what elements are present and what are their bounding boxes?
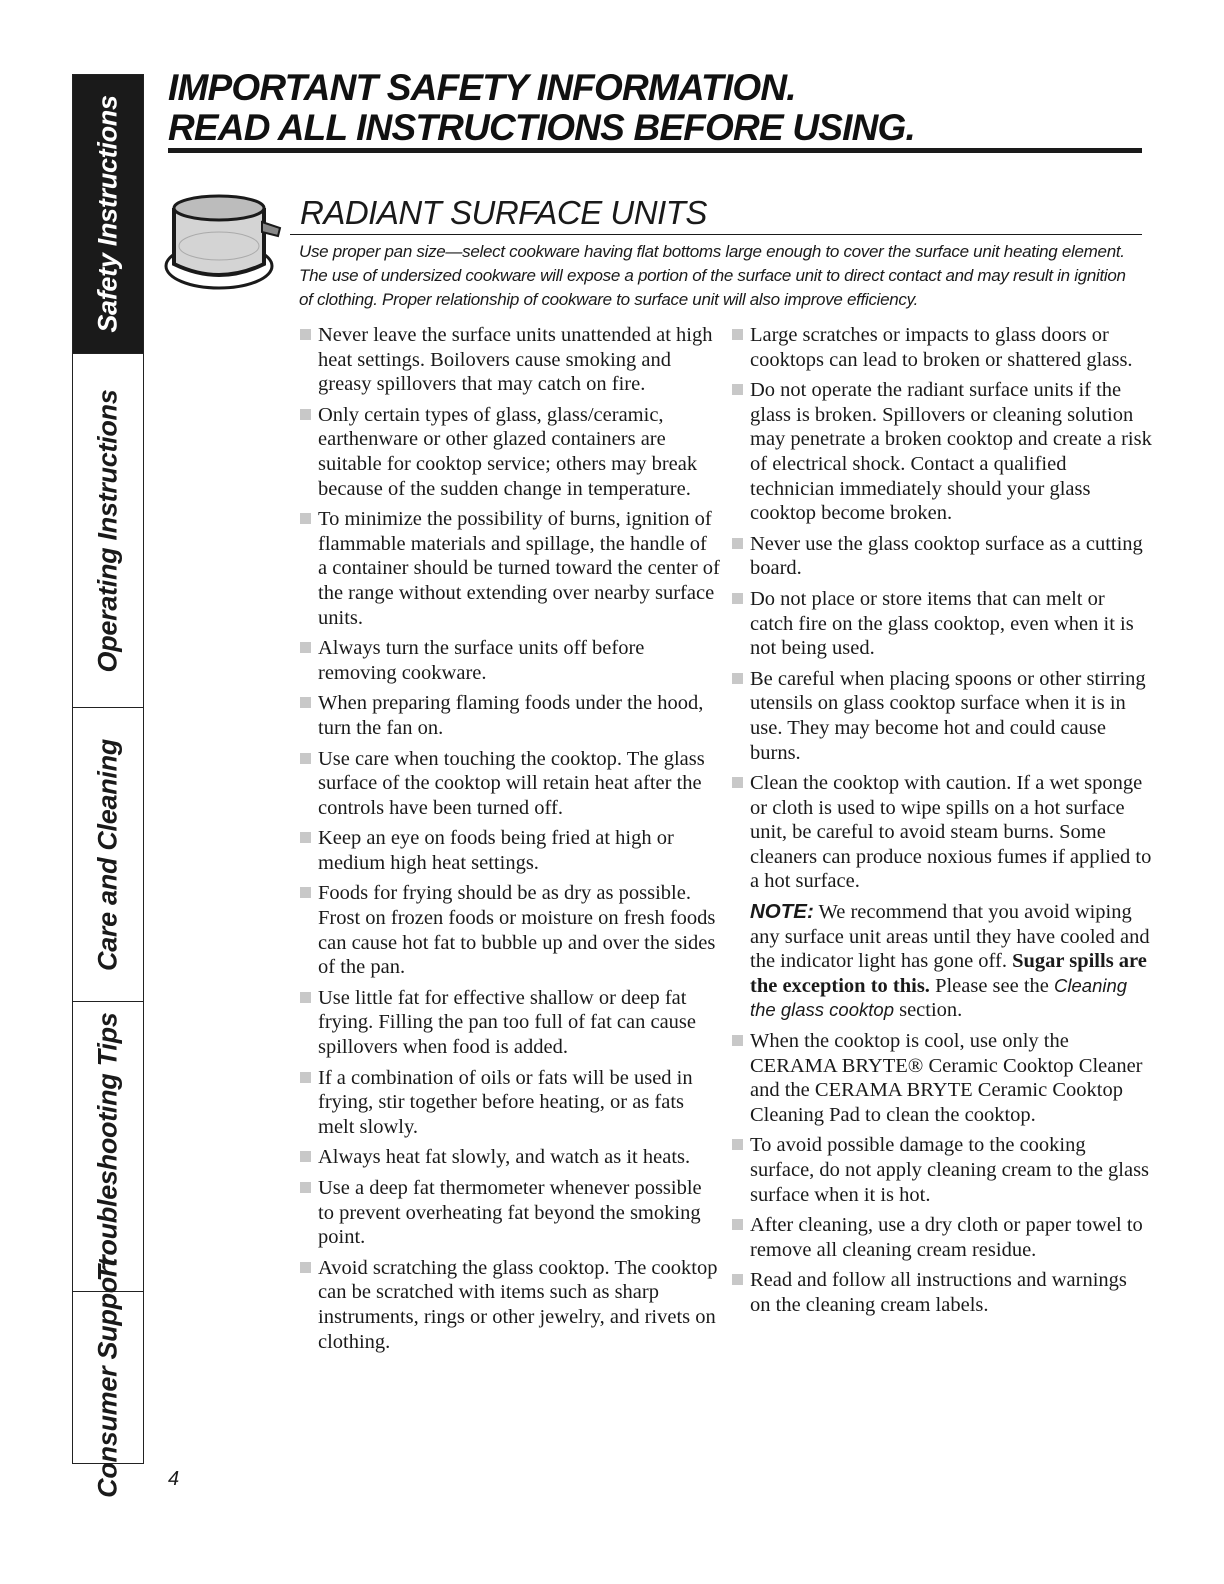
- right-column: [732, 323, 1152, 1324]
- list-item-text: To minimize the possibility of burns, ignition of flammable materials and spillage, the handle of a container should be turned toward the center of the range without extending over nearby surface units.: [318, 508, 720, 629]
- list-item-text: Be careful when placing spoons or other stirring utensils on glass cooktop surface when it is in use. They may become hot and could cause burns.: [750, 667, 1146, 764]
- tab-consumer-support[interactable]: [73, 1257, 143, 1498]
- list-item-text: Never use the glass cooktop surface as a cutting board.: [750, 532, 1143, 580]
- list-item-text: Never leave the surface units unattended at high heat settings. Boilovers cause smoking and greasy spillovers that may catch on fire.: [318, 324, 713, 396]
- list-item-text: After cleaning, use a dry cloth or paper towel to remove all cleaning cream residue.: [750, 1214, 1143, 1261]
- tab-label: Consumer Support: [92, 1257, 123, 1498]
- list-item-text: Do not operate the radiant surface units if the glass is broken. Spillovers or cleaning solution may penetrate a broken cooktop and create a risk of electrical shock. Contact a qualified technician immediately should your glass cooktop become broken.: [750, 379, 1152, 525]
- left-column: [300, 323, 720, 1360]
- list-item: [732, 587, 1152, 661]
- list-item: [300, 1145, 720, 1170]
- side-tab-bar: [72, 74, 144, 1498]
- list-item: [300, 1256, 720, 1354]
- list-item-text: Use care when touching the cooktop. The glass surface of the cooktop will retain heat after the controls have been turned off.: [318, 747, 705, 819]
- bullet-icon: [732, 1274, 743, 1285]
- list-item: [300, 1176, 720, 1250]
- list-item: [300, 826, 720, 875]
- list-item: [300, 1066, 720, 1140]
- list-item-text: Keep an eye on foods being fried at high or medium high heat settings.: [318, 827, 674, 874]
- bullet-icon: [300, 513, 311, 524]
- bullet-icon: [300, 992, 311, 1003]
- bullet-icon: [732, 593, 743, 604]
- bullet-icon: [300, 1182, 311, 1193]
- header-line-2: READ ALL INSTRUCTIONS BEFORE USING.: [168, 107, 915, 148]
- list-item-text: When the cooktop is cool, use only the CERAMA BRYTE® Ceramic Cooktop Cleaner and the CERAMA BRYTE Ceramic Cooktop Cleaning Pad to clean the cooktop.: [750, 1030, 1143, 1126]
- list-item: [732, 667, 1152, 765]
- note-label: NOTE:: [750, 900, 814, 924]
- note-text: section.: [899, 999, 963, 1022]
- list-item: [732, 771, 1152, 894]
- list-item-text: Only certain types of glass, glass/ceramic, earthenware or other glazed containers are suitable for cooktop service; others may break because of the sudden change in temperature.: [318, 403, 698, 500]
- bullet-icon: [732, 384, 743, 395]
- bullet-icon: [732, 538, 743, 549]
- page-header: [168, 68, 1148, 148]
- list-item: [732, 1268, 1152, 1317]
- tab-troubleshooting-tips[interactable]: [73, 1002, 143, 1292]
- tab-safety-instructions[interactable]: [73, 75, 143, 354]
- list-item-text: Use little fat for effective shallow or deep fat frying. Filling the pan too full of fat can cause spillovers when food is added.: [318, 986, 697, 1059]
- section-intro: Use proper pan size—select cookware having flat bottoms large enough to cover the surface unit heating element. The use of undersized cookware will expose a portion of the surface unit to direct contact and may result in ignition of clothing. Proper relationship of cookware to surface unit will also improve efficiency.: [299, 242, 1126, 309]
- tab-label: Operating Instructions: [92, 389, 123, 672]
- list-item-text: Read and follow all instructions and warnings on the cleaning cream labels.: [750, 1269, 1127, 1316]
- bullet-icon: [732, 1219, 743, 1230]
- tab-care-and-cleaning[interactable]: [73, 708, 143, 1002]
- list-item-text: Avoid scratching the glass cooktop. The cooktop can be scratched with items such as sharp instruments, rings or other jewelry, and rivets on clothing.: [318, 1256, 718, 1353]
- bullet-icon: [300, 697, 311, 708]
- note-text: Please see the: [935, 974, 1049, 997]
- tab-label: Care and Cleaning: [92, 738, 123, 971]
- list-item: [300, 323, 720, 397]
- bullet-icon: [732, 1139, 743, 1150]
- list-item-text: Foods for frying should be as dry as possible. Frost on frozen foods or moisture on fresh foods can cause hot fat to bubble up and over the sides of the pan.: [318, 882, 716, 979]
- bullet-icon: [300, 887, 311, 898]
- bullet-icon: [300, 329, 311, 340]
- bullet-icon: [732, 1035, 743, 1046]
- bullet-icon: [300, 1072, 311, 1083]
- list-item-text: To avoid possible damage to the cooking surface, do not apply cleaning cream to the glass surface when it is hot.: [750, 1134, 1150, 1206]
- list-item: [732, 1029, 1152, 1127]
- header-line-1: IMPORTANT SAFETY INFORMATION.: [168, 67, 796, 108]
- list-item: [732, 1213, 1152, 1262]
- list-item-text: Do not place or store items that can melt or catch fire on the glass cooktop, even when it is not being used.: [750, 587, 1134, 660]
- tab-label: Safety Instructions: [92, 95, 123, 333]
- list-item-text: Large scratches or impacts to glass doors or cooktops can lead to broken or shattered glass.: [750, 324, 1133, 371]
- list-item-text: Always heat fat slowly, and watch as it heats.: [318, 1146, 691, 1169]
- list-item: [300, 747, 720, 821]
- cookware-pot-icon: [164, 186, 284, 298]
- bullet-icon: [300, 642, 311, 653]
- tab-operating-instructions[interactable]: [73, 354, 143, 708]
- bullet-icon: [300, 1262, 311, 1273]
- note-text: We recommend that you avoid wiping any surface unit areas until they have cooled and the indicator light has gone off.: [750, 901, 1150, 973]
- list-item: [732, 323, 1152, 372]
- note-paragraph: [750, 900, 1152, 1023]
- list-item: [732, 378, 1152, 526]
- bullet-icon: [732, 329, 743, 340]
- page-number: 4: [168, 1468, 180, 1490]
- list-item: [300, 691, 720, 740]
- list-item: [300, 403, 720, 501]
- list-item: [732, 1133, 1152, 1207]
- list-item-text: Always turn the surface units off before removing cookware.: [318, 637, 645, 684]
- section-divider: [290, 234, 1142, 235]
- list-item: [732, 532, 1152, 581]
- bullet-icon: [300, 753, 311, 764]
- bullet-icon: [300, 409, 311, 420]
- list-item: [300, 507, 720, 630]
- header-divider: [168, 148, 1142, 153]
- list-item: [300, 986, 720, 1060]
- list-item: [300, 881, 720, 979]
- section-title: RADIANT SURFACE UNITS: [300, 194, 707, 231]
- list-item-text: If a combination of oils or fats will be used in frying, stir together before heating, or as fats melt slowly.: [318, 1066, 693, 1138]
- bullet-icon: [732, 673, 743, 684]
- tab-label: Troubleshooting Tips: [92, 1012, 123, 1281]
- list-item-text: When preparing flaming foods under the hood, turn the fan on.: [318, 692, 704, 739]
- list-item-text: Clean the cooktop with caution. If a wet sponge or cloth is used to wipe spills on a hot surface unit, be careful to avoid steam burns. Some cleaners can produce noxious fumes if applied to a hot surface.: [750, 772, 1152, 893]
- note-bold-text: Sugar spills are the exception to this.: [750, 950, 1147, 997]
- bullet-icon: [732, 777, 743, 788]
- bullet-icon: [300, 832, 311, 843]
- list-item-text: Use a deep fat thermometer whenever possible to prevent overheating fat beyond the smoking point.: [318, 1177, 702, 1249]
- bullet-icon: [300, 1151, 311, 1162]
- note-section-reference: Cleaning the glass cooktop: [750, 974, 1128, 1021]
- list-item: [300, 636, 720, 685]
